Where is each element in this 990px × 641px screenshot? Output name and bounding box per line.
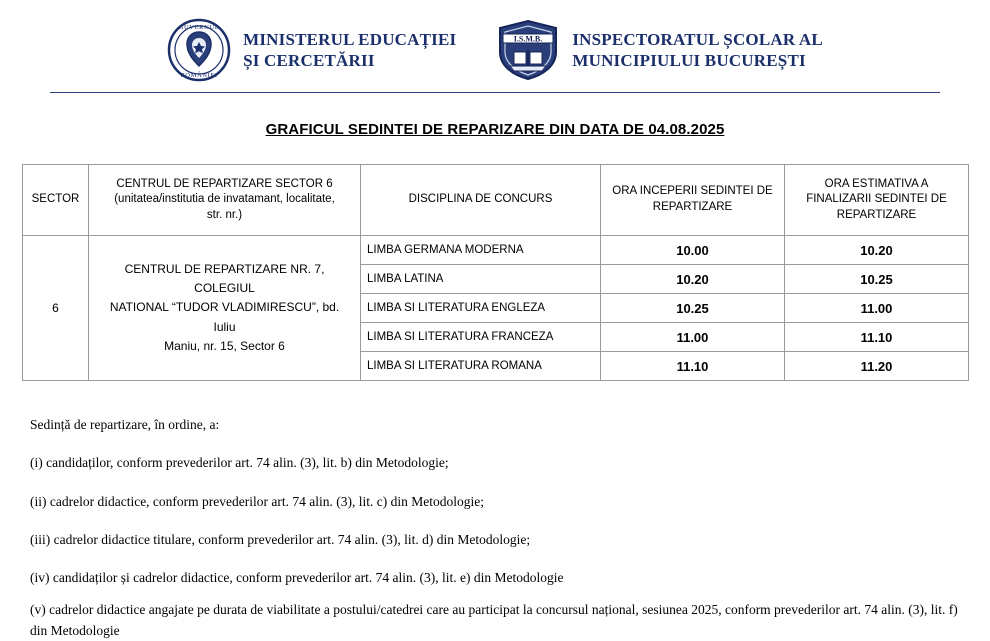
ministry-name [243, 29, 456, 72]
cell-end-time: 10.20 [785, 236, 969, 265]
column-header-end-line2: FINALIZARII SEDINTEI DE [806, 193, 947, 206]
note-item-v-line1: (v) cadrelor didactice angajate pe durata de viabilitate a postului/catedrei care au participat la concursul național, sesiunea [30, 602, 688, 618]
column-header-center-line2: (unitatea/institutia de invatamant, localitate, [114, 193, 335, 206]
svg-text:I.S.M.B.: I.S.M.B. [514, 34, 543, 44]
cell-start-time: 11.10 [601, 352, 785, 381]
cell-start-time: 11.00 [601, 323, 785, 352]
svg-text:GUVERNUL: GUVERNUL [178, 24, 220, 31]
inspectorate-name-line2: MUNICIPIULUI BUCUREȘTI [572, 51, 806, 70]
ministry-name-line1: MINISTERUL EDUCAȚIEI [243, 29, 457, 49]
cell-center-line3: Maniu, nr. 15, Sector 6 [164, 338, 285, 353]
cell-center [89, 236, 361, 381]
cell-sector: 6 [23, 236, 89, 381]
document-header [0, 0, 990, 90]
cell-start-time: 10.00 [601, 236, 785, 265]
cell-center-line2: NATIONAL “TUDOR VLADIMIRESCU”, bd. Iuliu [109, 300, 340, 334]
schedule-table-wrapper [22, 164, 968, 381]
cell-discipline: LIMBA SI LITERATURA ENGLEZA [361, 294, 601, 323]
inspectorate-name-line1: INSPECTORATUL ȘCOLAR AL [572, 29, 823, 49]
column-header-start-line1: ORA INCEPERII SEDINTEI DE [612, 185, 773, 198]
notes-intro: Sedință de repartizare, în ordine, a: [30, 417, 220, 432]
cell-end-time: 11.10 [785, 323, 969, 352]
note-item-v-line2: 2025, conform prevederilor art. 74 alin. (3), lit. f) din Metodologie [30, 602, 958, 638]
cell-center-line1: CENTRUL DE REPARTIZARE NR. 7, COLEGIUL [124, 262, 325, 296]
column-header-end-line1: ORA ESTIMATIVA A [824, 177, 929, 190]
note-item-i: (i) candidaților, conform prevederilor art. 74 alin. (3), lit. b) din Metodologie; [30, 455, 449, 471]
table-row [23, 236, 969, 265]
cell-end-time: 10.25 [785, 265, 969, 294]
column-header-start-time [601, 165, 785, 236]
table-header-row [23, 165, 969, 236]
column-header-start-line2: REPARTIZARE [652, 201, 733, 213]
column-header-center-line1: CENTRUL DE REPARTIZARE SECTOR 6 [116, 177, 333, 190]
column-header-sector: SECTOR [23, 165, 89, 236]
notes-section [30, 415, 960, 641]
svg-text:ROMÂNIEI: ROMÂNIEI [180, 72, 218, 79]
ministry-brand [167, 18, 456, 82]
note-item-iii: (iii) cadrelor didactice titulare, conform prevederilor art. 74 alin. (3), lit. d) din Metodologie; [30, 531, 531, 547]
cell-start-time: 10.25 [601, 294, 785, 323]
isjb-shield-crest-icon [496, 18, 560, 82]
cell-discipline: LIMBA SI LITERATURA FRANCEZA [361, 323, 601, 352]
ministry-name-line2: ȘI CERCETĂRII [243, 51, 375, 70]
cell-start-time: 10.20 [601, 265, 785, 294]
cell-discipline: LIMBA GERMANA MODERNA [361, 236, 601, 265]
header-divider [50, 92, 940, 93]
page-title: GRAFICUL SEDINTEI DE REPARIZARE DIN DATA DE 04.08.2025 [265, 121, 725, 138]
inspectorate-name [572, 29, 823, 72]
schedule-table [22, 164, 969, 381]
inspectorate-brand [496, 18, 823, 82]
note-item-v [30, 600, 960, 641]
cell-discipline: LIMBA SI LITERATURA ROMANA [361, 352, 601, 381]
note-item-ii: (ii) cadrelor didactice, conform prevederilor art. 74 alin. (3), lit. c) din Metodologie; [30, 493, 484, 509]
column-header-end-time [785, 165, 969, 236]
column-header-center [89, 165, 361, 236]
romania-government-crest-icon [167, 18, 231, 82]
note-item-iv: (iv) candidaților și cadrelor didactice, conform prevederilor art. 74 alin. (3), lit. e) din Metodologie [30, 570, 564, 585]
column-header-center-line3: str. nr.) [206, 208, 243, 221]
cell-end-time: 11.20 [785, 352, 969, 381]
column-header-end-line3: REPARTIZARE [836, 208, 917, 221]
cell-end-time: 11.00 [785, 294, 969, 323]
cell-discipline: LIMBA LATINA [361, 265, 601, 294]
column-header-discipline: DISCIPLINA DE CONCURS [361, 165, 601, 236]
